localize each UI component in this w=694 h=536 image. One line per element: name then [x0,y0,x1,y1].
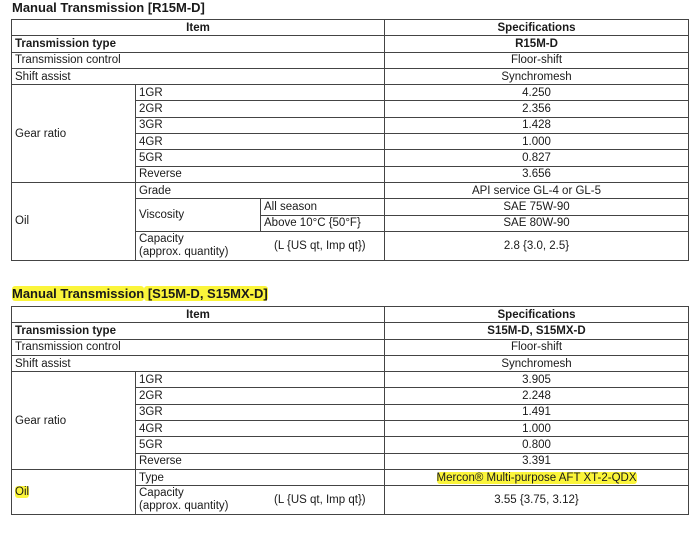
table2-title [12,286,268,301]
gear-label: 1GR [136,372,385,388]
capacity-unit: (L {US qt, Imp qt}) [274,494,366,507]
transmission-type-value: S15M-D, S15MX-D [385,323,689,339]
table-header-row [12,20,689,36]
table1-title: Manual Transmission [R15M-D] [12,0,205,15]
transmission-type-label: Transmission type [12,36,385,52]
table-row [12,355,689,371]
viscosity-label: Viscosity [136,199,261,232]
transmission-type-value: R15M-D [385,36,689,52]
gear-label: 3GR [136,117,385,133]
oil-label: Oil [15,486,30,499]
oil-grade-label: Grade [136,182,385,198]
gear-value: 1.428 [385,117,689,133]
table-header-row [12,307,689,323]
shift-assist-value: Synchromesh [385,68,689,84]
table-row [12,339,689,355]
title-highlight: Manual Transmission [12,286,145,301]
capacity-label: Capacity [139,232,184,245]
oil-type-value: Mercon® Multi-purpose AFT XT-2-QDX [436,471,637,484]
oil-type-cell [385,469,689,485]
viscosity-all-season-label: All season [261,199,385,215]
table-row [12,52,689,68]
shift-assist-label: Shift assist [12,355,385,371]
gear-label: 5GR [136,150,385,166]
gear-label: Reverse [136,453,385,469]
shift-assist-label: Shift assist [12,68,385,84]
gear-ratio-label: Gear ratio [12,85,136,183]
spec-table-r15m [11,19,689,261]
table-row [12,36,689,52]
transmission-control-label: Transmission control [12,339,385,355]
gear-label: 5GR [136,437,385,453]
oil-label-cell [12,469,136,514]
gear-value: 1.000 [385,134,689,150]
table-row [12,182,689,198]
table-row [12,323,689,339]
table-row [12,372,689,388]
gear-value: 2.356 [385,101,689,117]
gear-value: 2.248 [385,388,689,404]
capacity-cell [136,486,385,515]
gear-value: 1.000 [385,421,689,437]
table-row [12,469,689,485]
gear-label: Reverse [136,166,385,182]
gear-value: 3.391 [385,453,689,469]
title-highlight-model: [S15M-D, S15MX-D] [144,286,268,301]
transmission-control-label: Transmission control [12,52,385,68]
header-item: Item [12,20,385,36]
gear-label: 3GR [136,404,385,420]
gear-value: 1.491 [385,404,689,420]
table-row [12,68,689,84]
gear-label: 2GR [136,388,385,404]
gear-value: 0.827 [385,150,689,166]
capacity-label: Capacity [139,487,184,500]
capacity-sublabel: (approx. quantity) [139,500,229,513]
shift-assist-value: Synchromesh [385,355,689,371]
oil-type-label: Type [136,469,385,485]
transmission-control-value: Floor-shift [385,52,689,68]
gear-value: 4.250 [385,85,689,101]
viscosity-all-season-value: SAE 75W-90 [385,199,689,215]
gear-value: 3.656 [385,166,689,182]
viscosity-above-label: Above 10°C {50°F} [261,215,385,231]
capacity-unit: (L {US qt, Imp qt}) [274,239,366,252]
capacity-value: 2.8 {3.0, 2.5} [385,231,689,260]
gear-label: 1GR [136,85,385,101]
header-specifications: Specifications [385,20,689,36]
gear-value: 3.905 [385,372,689,388]
gear-label: 4GR [136,421,385,437]
gear-label: 2GR [136,101,385,117]
gear-value: 0.800 [385,437,689,453]
gear-ratio-label: Gear ratio [12,372,136,470]
capacity-cell [136,231,385,260]
table-row [12,85,689,101]
header-specifications: Specifications [385,307,689,323]
gear-label: 4GR [136,134,385,150]
spec-table-s15m [11,306,689,515]
capacity-value: 3.55 {3.75, 3.12} [385,486,689,515]
oil-label: Oil [12,182,136,260]
viscosity-above-value: SAE 80W-90 [385,215,689,231]
capacity-sublabel: (approx. quantity) [139,245,229,258]
oil-grade-value: API service GL-4 or GL-5 [385,182,689,198]
transmission-control-value: Floor-shift [385,339,689,355]
transmission-type-label: Transmission type [12,323,385,339]
header-item: Item [12,307,385,323]
